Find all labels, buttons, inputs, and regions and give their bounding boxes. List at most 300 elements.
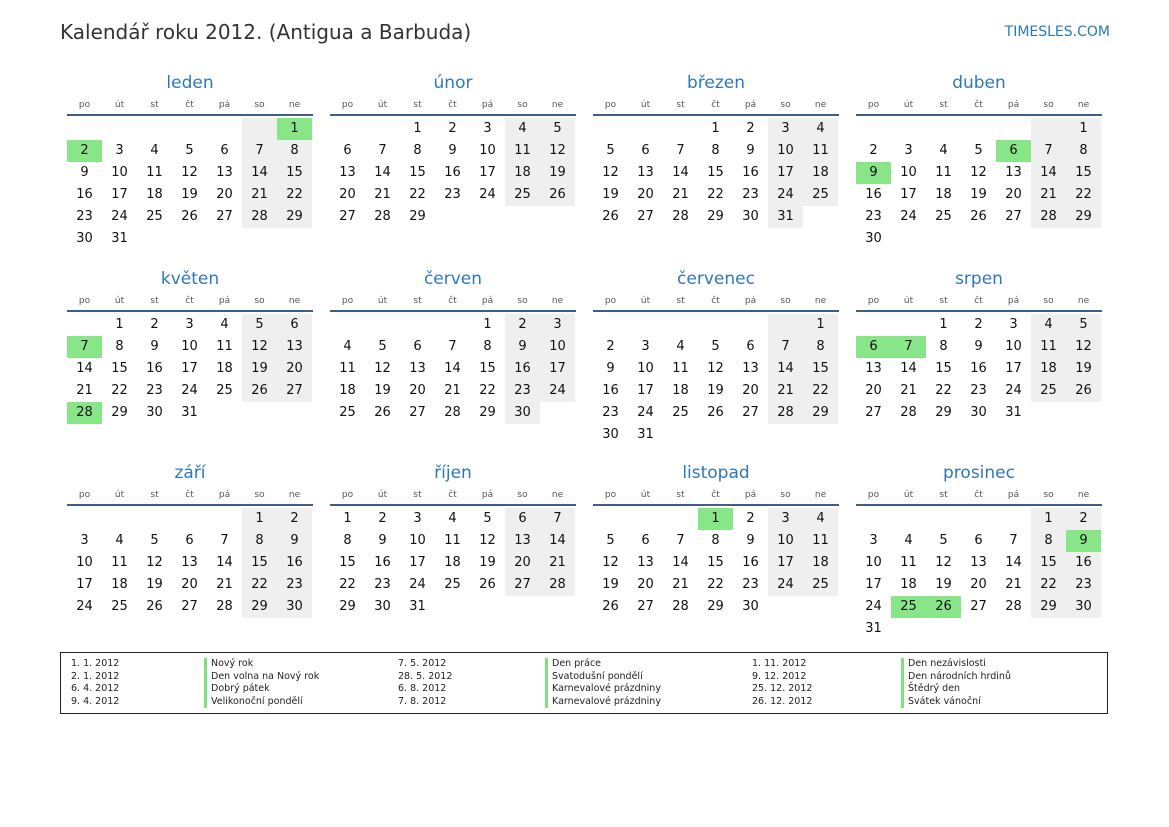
empty-day-cell [926,618,961,640]
day-cell: 20 [181,577,198,592]
weekday-label: út [640,100,651,110]
day-cell: 27 [277,380,312,402]
weekday-label: st [939,296,948,306]
day-cell: 25 [672,405,689,420]
day-cell: 17 [181,361,198,376]
holiday-date-column [398,658,452,708]
day-cell: 15 [1031,552,1066,574]
day-cell: 12 [242,336,277,358]
empty-day-cell [663,314,698,336]
day-cell: 12 [970,165,987,180]
day-cell: 29 [1031,596,1066,618]
day-cell: 19 [970,187,987,202]
day-cell: 23 [970,383,987,398]
day-cell: 26 [1066,380,1101,402]
day-cell: 6 [413,339,422,354]
day-cell: 5 [185,143,194,158]
day-cell: 2 [448,121,457,136]
day-cell: 18 [900,577,917,592]
day-cell: 30 [374,599,391,614]
day-cell: 29 [1066,206,1101,228]
day-cell: 2 [974,317,983,332]
day-cell: 4 [115,533,124,548]
empty-day-cell [891,618,926,640]
holiday-date-column [71,658,119,708]
day-cell: 18 [505,162,540,184]
day-cell: 22 [1031,574,1066,596]
day-cell: 16 [505,358,540,380]
day-cell: 4 [220,317,229,332]
day-cell: 17 [637,383,654,398]
day-cell: 28 [216,599,233,614]
day-cell: 10 [479,143,496,158]
empty-day-cell [540,206,575,228]
day-cell: 12 [479,533,496,548]
empty-day-cell [470,206,505,228]
day-cell: 25 [111,599,128,614]
day-cell: 7 [448,339,457,354]
day-cell: 29 [803,402,838,424]
day-cell: 6 [974,533,983,548]
month-name: říjen [434,463,472,483]
holiday-day-cell: 28 [67,402,102,424]
empty-day-cell [926,118,961,140]
day-cell: 12 [1066,336,1101,358]
day-cell: 18 [111,577,128,592]
day-cell: 18 [672,383,689,398]
empty-day-cell [330,314,365,336]
holiday-date: 6. 8. 2012 [398,683,447,694]
day-cell: 10 [768,530,803,552]
weekday-header [593,292,839,312]
empty-day-cell [768,596,803,618]
day-cell: 17 [540,358,575,380]
day-cell: 7 [676,143,685,158]
day-cell: 26 [374,405,391,420]
weekday-label: po [867,490,880,500]
day-cell: 30 [742,599,759,614]
day-cell: 3 [185,317,194,332]
day-cell: 18 [339,383,356,398]
empty-day-cell [891,314,926,336]
day-cell: 11 [505,140,540,162]
day-cell: 17 [1005,361,1022,376]
day-cell: 15 [111,361,128,376]
day-cell: 9 [505,336,540,358]
day-cell: 28 [444,405,461,420]
day-cell: 26 [602,599,619,614]
day-cell: 21 [900,383,917,398]
weekday-label: čt [448,100,457,110]
empty-day-cell [330,118,365,140]
day-cell: 26 [602,209,619,224]
empty-day-cell [996,118,1031,140]
day-cell: 3 [768,508,803,530]
day-cell: 23 [742,577,759,592]
weekday-header [593,486,839,506]
day-cell: 19 [146,577,163,592]
day-cell: 11 [672,361,689,376]
month-září [67,462,313,618]
weekday-label: ne [814,296,827,306]
day-cell: 10 [865,555,882,570]
empty-day-cell [803,206,838,228]
empty-day-cell [1031,118,1066,140]
day-cell: 20 [970,577,987,592]
day-cell: 8 [242,530,277,552]
day-cell: 15 [479,361,496,376]
day-cell: 27 [339,209,356,224]
day-cell: 2 [150,317,159,332]
month-prosinec [856,462,1102,640]
day-cell: 24 [540,380,575,402]
day-cell: 28 [672,599,689,614]
weekday-label: čt [711,100,720,110]
day-cell: 15 [935,361,952,376]
holiday-date: 1. 11. 2012 [752,658,807,669]
day-cell: 15 [803,358,838,380]
day-cell: 27 [970,599,987,614]
holiday-name-column [545,658,661,708]
empty-day-cell [663,424,698,446]
holiday-name: Štědrý den [901,683,1011,696]
empty-day-cell [207,118,242,140]
day-cell: 20 [1005,187,1022,202]
day-cell: 21 [672,577,689,592]
weekday-label: so [1043,296,1054,306]
day-cell: 11 [935,165,952,180]
day-cell: 4 [676,339,685,354]
empty-day-cell [733,424,768,446]
day-cell: 6 [505,508,540,530]
day-cell: 7 [220,533,229,548]
day-grid [593,508,839,618]
day-cell: 4 [505,118,540,140]
weekday-header [856,96,1102,116]
empty-day-cell [242,402,277,424]
day-cell: 17 [409,555,426,570]
empty-day-cell [207,508,242,530]
empty-day-cell [891,508,926,530]
month-name: březen [686,73,746,93]
weekday-label: pá [218,490,231,500]
empty-day-cell [856,508,891,530]
day-cell: 9 [448,143,457,158]
day-cell: 18 [146,187,163,202]
day-cell: 28 [1005,599,1022,614]
day-cell: 23 [374,577,391,592]
day-cell: 16 [742,165,759,180]
day-cell: 23 [602,405,619,420]
day-cell: 21 [1031,184,1066,206]
day-cell: 8 [939,339,948,354]
day-cell: 6 [343,143,352,158]
day-cell: 19 [479,555,496,570]
empty-day-cell [470,596,505,618]
day-cell: 9 [277,530,312,552]
day-cell: 16 [374,555,391,570]
day-cell: 26 [479,577,496,592]
empty-day-cell [67,508,102,530]
day-cell: 12 [181,165,198,180]
empty-day-cell [67,314,102,336]
weekday-label: ne [288,100,301,110]
empty-day-cell [1066,402,1101,424]
empty-day-cell [207,402,242,424]
day-cell: 24 [768,574,803,596]
weekday-header [330,96,576,116]
site-link[interactable]: TIMESLES.COM [1004,24,1110,40]
day-cell: 8 [115,339,124,354]
day-cell: 25 [1031,380,1066,402]
day-cell: 19 [540,162,575,184]
weekday-label: čt [711,296,720,306]
weekday-label: so [1043,490,1054,500]
day-cell: 23 [1066,574,1101,596]
weekday-label: po [341,100,354,110]
day-cell: 3 [413,511,422,526]
day-cell: 10 [637,361,654,376]
day-cell: 6 [185,533,194,548]
month-červenec [593,268,839,446]
weekday-label: po [78,296,91,306]
day-cell: 29 [935,405,952,420]
empty-day-cell [1066,228,1101,250]
empty-day-cell [67,118,102,140]
weekday-label: út [377,100,388,110]
holiday-date: 9. 4. 2012 [71,695,120,707]
day-cell: 5 [606,533,615,548]
day-cell: 14 [540,530,575,552]
day-cell: 8 [413,143,422,158]
day-cell: 3 [768,118,803,140]
empty-day-cell [628,118,663,140]
day-cell: 24 [181,383,198,398]
day-cell: 8 [277,140,312,162]
weekday-label: st [413,490,422,500]
page-title: Kalendář roku 2012. (Antigua a Barbuda) [60,20,472,44]
month-listopad [593,462,839,618]
weekday-label: st [150,296,159,306]
weekday-label: st [413,100,422,110]
day-cell: 27 [181,599,198,614]
day-cell: 4 [803,118,838,140]
day-grid [856,314,1102,424]
day-cell: 2 [1066,508,1101,530]
day-cell: 5 [483,511,492,526]
holiday-date: 26. 12. 2012 [752,695,813,707]
empty-day-cell [172,508,207,530]
day-cell: 26 [181,209,198,224]
empty-day-cell [137,118,172,140]
holiday-day-cell: 26 [926,596,961,618]
weekday-label: pá [1007,100,1020,110]
weekday-label: ne [288,490,301,500]
weekday-label: út [903,100,914,110]
day-cell: 5 [974,143,983,158]
day-cell: 21 [216,577,233,592]
day-cell: 30 [76,231,93,246]
empty-day-cell [698,424,733,446]
day-cell: 17 [900,187,917,202]
holiday-day-cell: 9 [1066,530,1101,552]
month-červen [330,268,576,424]
day-cell: 11 [803,530,838,552]
day-cell: 9 [606,361,615,376]
day-cell: 27 [637,599,654,614]
month-říjen [330,462,576,618]
holiday-day-cell: 7 [67,336,102,358]
weekday-label: pá [481,100,494,110]
day-cell: 8 [483,339,492,354]
day-cell: 16 [76,187,93,202]
day-cell: 29 [479,405,496,420]
weekday-label: ne [1077,100,1090,110]
weekday-label: út [640,490,651,500]
empty-day-cell [277,402,312,424]
empty-day-cell [996,618,1031,640]
day-cell: 15 [339,555,356,570]
holiday-legend [60,652,1108,714]
day-cell: 31 [111,231,128,246]
weekday-label: po [604,296,617,306]
day-grid [67,314,313,424]
holiday-date-column [752,658,812,708]
day-cell: 23 [505,380,540,402]
day-cell: 18 [935,187,952,202]
weekday-label: so [517,296,528,306]
month-leden [67,72,313,250]
holiday-name: Karnevalové prázdniny [545,696,661,709]
day-cell: 12 [602,555,619,570]
day-cell: 20 [216,187,233,202]
month-name: červen [423,269,483,289]
day-cell: 21 [242,184,277,206]
empty-day-cell [593,508,628,530]
day-cell: 19 [242,358,277,380]
day-cell: 29 [409,209,426,224]
day-cell: 20 [637,187,654,202]
day-cell: 11 [146,165,163,180]
holiday-date: 6. 4. 2012 [71,683,120,694]
day-cell: 22 [707,187,724,202]
day-cell: 14 [672,165,689,180]
day-cell: 30 [505,402,540,424]
day-cell: 29 [242,596,277,618]
day-cell: 8 [711,533,720,548]
day-cell: 2 [277,508,312,530]
weekday-label: čt [711,490,720,500]
day-cell: 2 [378,511,387,526]
empty-day-cell [663,508,698,530]
weekday-label: čt [448,490,457,500]
day-cell: 25 [216,383,233,398]
holiday-name: Den práce [545,658,661,671]
day-cell: 13 [505,530,540,552]
day-cell: 24 [865,599,882,614]
empty-day-cell [365,314,400,336]
weekday-label: út [377,490,388,500]
empty-day-cell [540,596,575,618]
empty-day-cell [593,118,628,140]
holiday-day-cell: 2 [67,140,102,162]
holiday-name: Dobrý pátek [204,683,319,696]
day-cell: 19 [1066,358,1101,380]
weekday-header [67,486,313,506]
day-cell: 19 [707,383,724,398]
empty-day-cell [698,314,733,336]
empty-day-cell [400,314,435,336]
day-cell: 14 [900,361,917,376]
weekday-label: út [903,490,914,500]
day-cell: 6 [641,533,650,548]
holiday-date: 1. 1. 2012 [71,658,120,669]
day-cell: 2 [869,143,878,158]
weekday-label: čt [185,490,194,500]
day-cell: 30 [146,405,163,420]
weekday-label: pá [744,296,757,306]
weekday-label: st [939,490,948,500]
holiday-name-column [901,658,1011,708]
day-cell: 30 [1066,596,1101,618]
holiday-day-cell: 6 [996,140,1031,162]
month-name: leden [166,73,214,93]
day-cell: 15 [707,555,724,570]
month-name: květen [160,269,220,289]
day-cell: 8 [1066,140,1101,162]
day-cell: 10 [768,140,803,162]
day-cell: 19 [181,187,198,202]
day-cell: 12 [935,555,952,570]
day-cell: 31 [768,206,803,228]
weekday-label: pá [481,490,494,500]
day-cell: 4 [904,533,913,548]
day-cell: 1 [242,508,277,530]
month-srpen [856,268,1102,424]
weekday-label: st [939,100,948,110]
weekday-label: st [413,296,422,306]
day-cell: 1 [343,511,352,526]
holiday-date: 9. 12. 2012 [752,670,807,682]
weekday-label: pá [744,490,757,500]
empty-day-cell [365,118,400,140]
empty-day-cell [856,118,891,140]
day-cell: 24 [479,187,496,202]
weekday-header [330,486,576,506]
holiday-day-cell: 1 [277,118,312,140]
day-cell: 5 [606,143,615,158]
day-cell: 22 [1066,184,1101,206]
day-cell: 3 [641,339,650,354]
holiday-day-cell: 6 [856,336,891,358]
empty-day-cell [961,118,996,140]
day-cell: 1 [803,314,838,336]
day-cell: 15 [409,165,426,180]
holiday-date: 25. 12. 2012 [752,683,813,694]
day-cell: 13 [339,165,356,180]
day-cell: 1 [939,317,948,332]
day-cell: 4 [803,508,838,530]
day-cell: 6 [746,339,755,354]
empty-day-cell [1031,228,1066,250]
day-cell: 11 [111,555,128,570]
day-cell: 24 [637,405,654,420]
weekday-label: čt [974,100,983,110]
day-cell: 14 [768,358,803,380]
holiday-date: 7. 5. 2012 [398,658,447,669]
weekday-label: ne [1077,490,1090,500]
month-name: listopad [682,463,750,483]
